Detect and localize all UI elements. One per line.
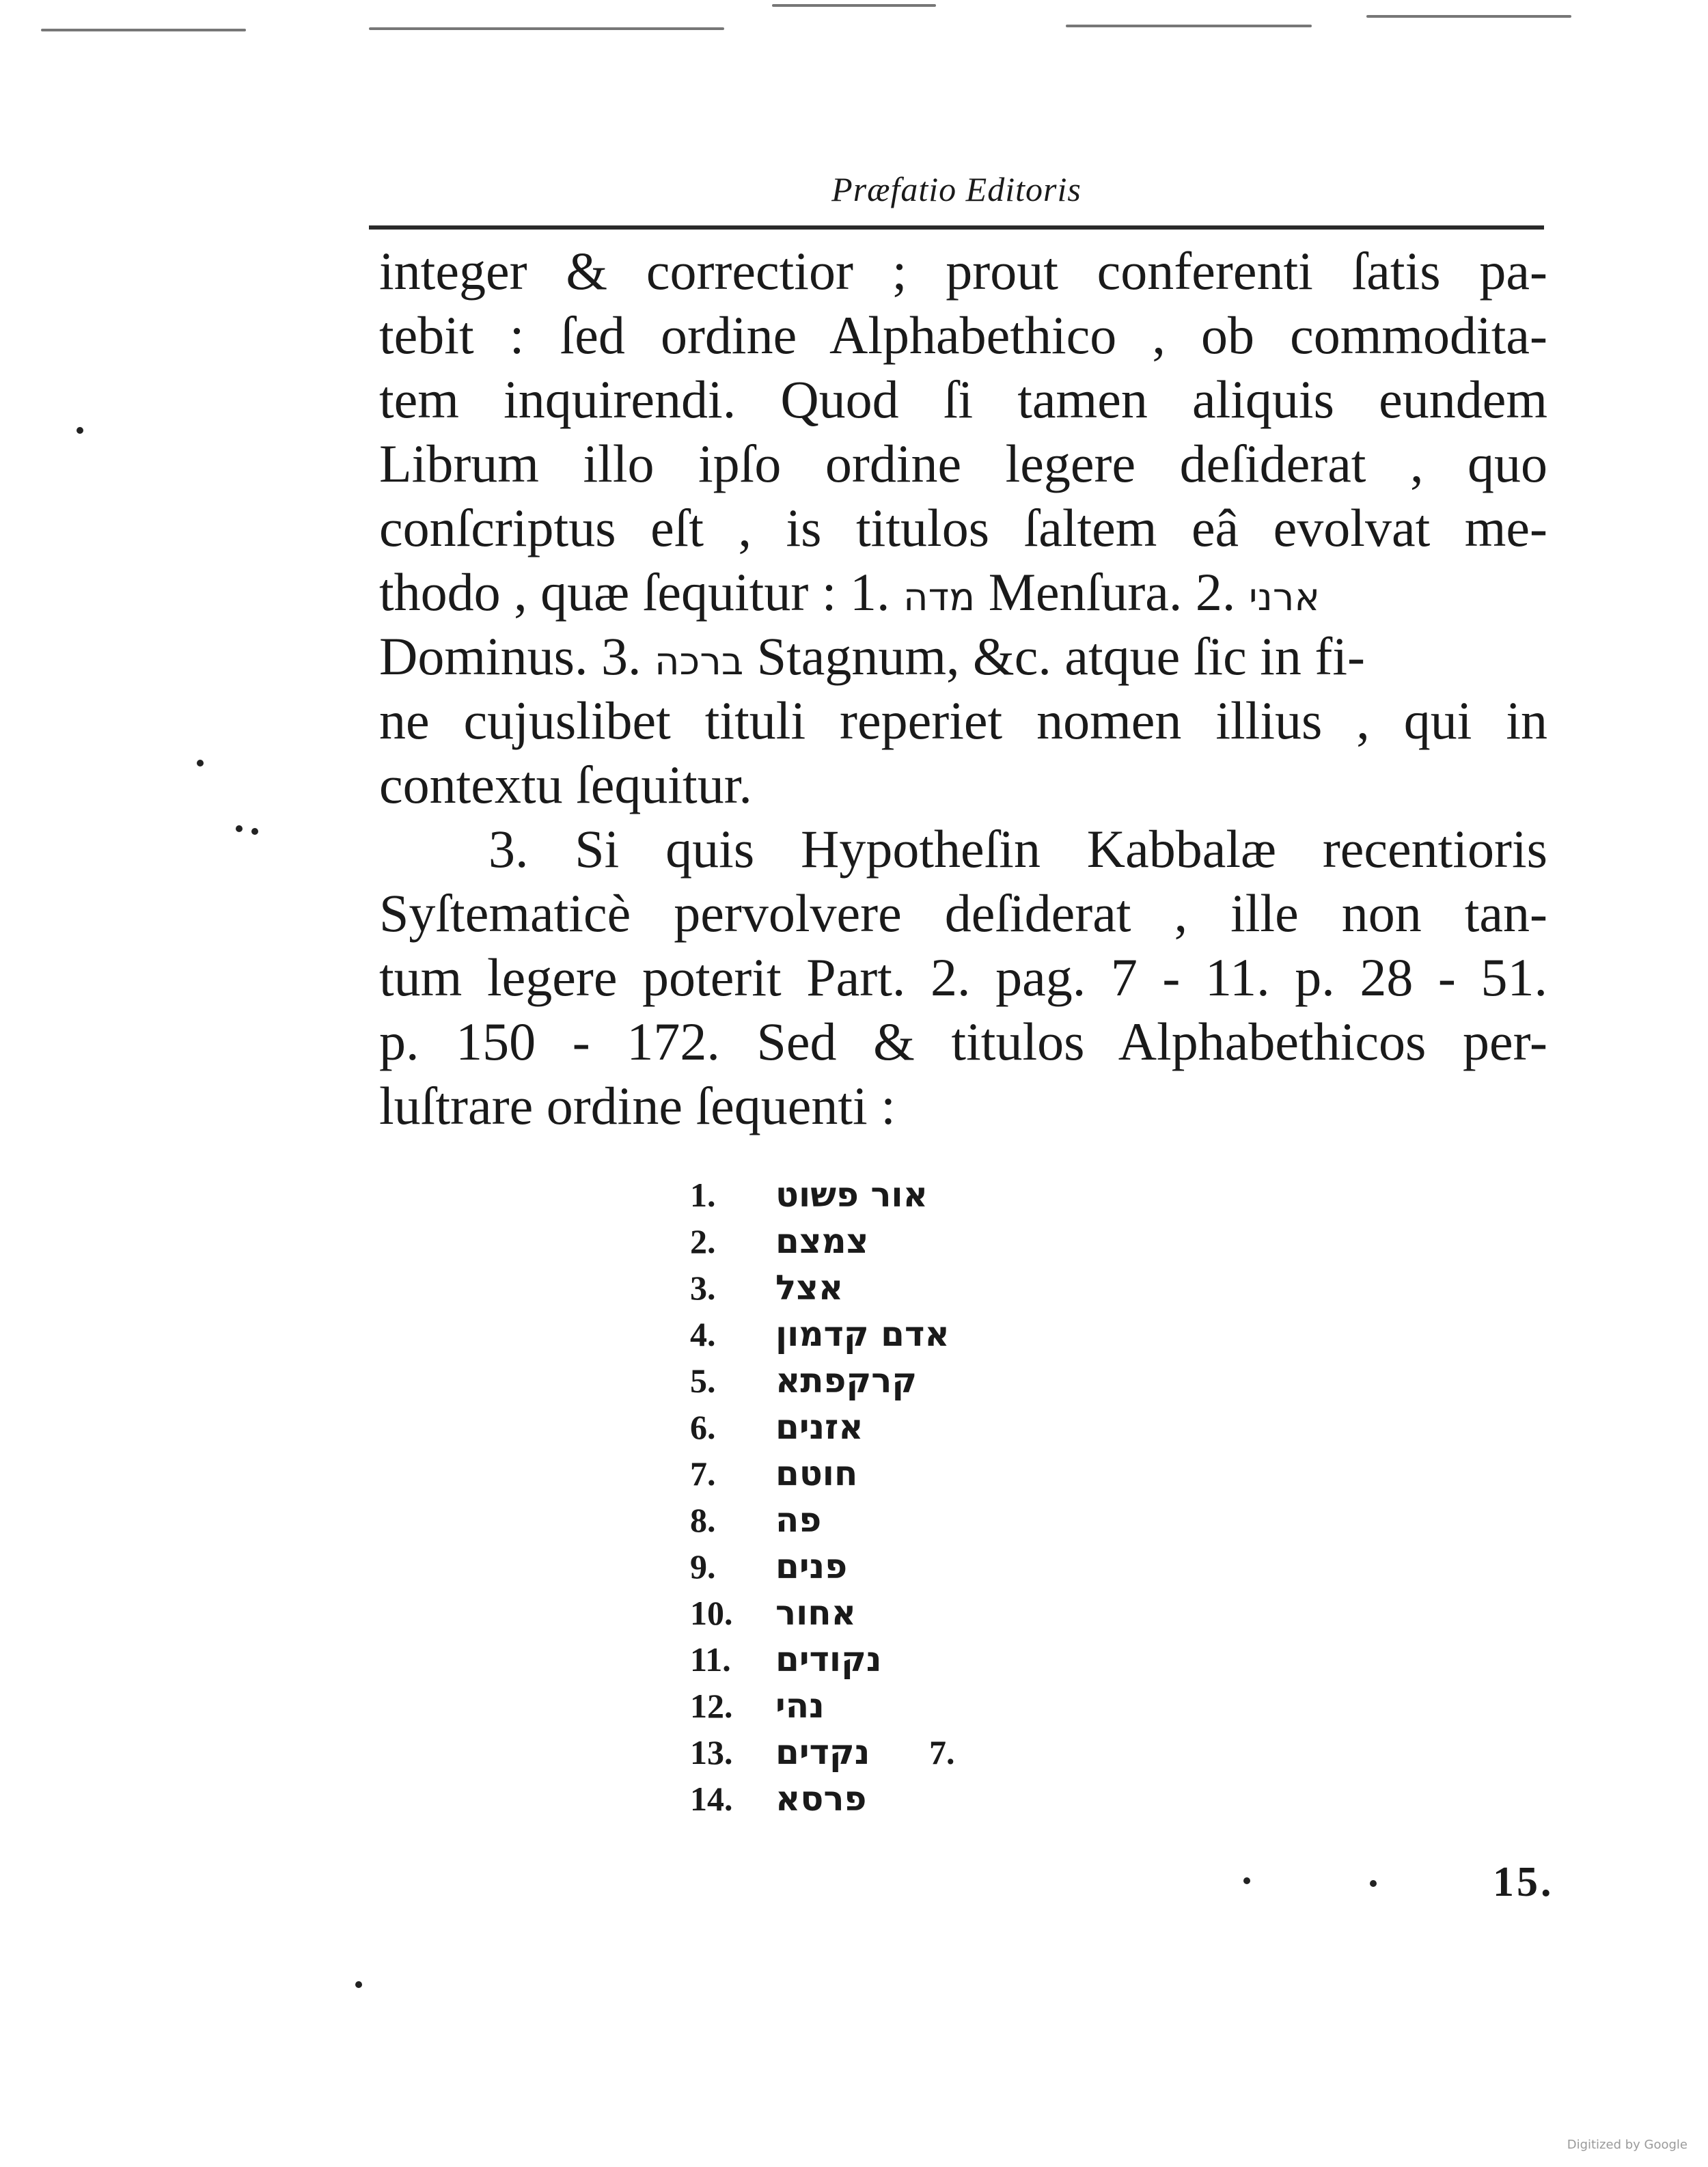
list-item xyxy=(690,1776,1032,1822)
hebrew-title: נקודים xyxy=(775,1640,882,1679)
hebrew-word: מדה xyxy=(903,575,976,620)
speck xyxy=(197,760,204,767)
list-number: 13. xyxy=(690,1733,733,1771)
text-line: ne cujuslibet tituli reperiet nomen illius , qui in xyxy=(379,691,1547,750)
text-line: conſcriptus eſt , is titulos ſaltem eâ evolvat me- xyxy=(379,498,1547,557)
body-text xyxy=(379,239,1547,1138)
list-number: 4. xyxy=(690,1315,716,1353)
running-head: Præfatio Editoris xyxy=(831,170,1082,208)
speck xyxy=(1243,1877,1250,1884)
list-number: 1. xyxy=(690,1176,716,1214)
text-line: Syſtematicè pervolvere deſiderat , ille non tan- xyxy=(379,883,1547,943)
list-item xyxy=(690,1172,1032,1218)
text-line: tebit : ſed ordine Alphabethico , ob commodita- xyxy=(379,305,1547,365)
text-segment: thodo , quæ ſequitur : 1. xyxy=(379,562,890,622)
list-item xyxy=(690,1404,1032,1450)
list-number: 10. xyxy=(690,1594,733,1632)
hebrew-title: חוטם xyxy=(775,1454,858,1493)
list-item xyxy=(690,1729,1032,1776)
text-line: contextu ſequitur. xyxy=(379,755,752,814)
text-line: tum legere poterit Part. 2. pag. 7 - 11. p. 28 - 51. xyxy=(379,948,1547,1007)
hebrew-title: פנים xyxy=(775,1547,848,1586)
list-number: 14. xyxy=(690,1780,733,1818)
list-number: 2. xyxy=(690,1222,716,1260)
speck xyxy=(355,1981,362,1988)
hebrew-title: נהי xyxy=(775,1686,825,1726)
text-segment: Stagnum, &c. atque ſic in fi- xyxy=(743,626,1366,686)
text-line: tem inquirendi. Quod ſi tamen aliquis eundem xyxy=(379,370,1547,429)
list-item xyxy=(690,1357,1032,1404)
scan-mark xyxy=(369,27,724,30)
list-extra: 7. xyxy=(929,1733,955,1771)
hebrew-word: ברכה xyxy=(655,639,744,684)
head-rule xyxy=(369,225,1544,230)
hebrew-title: אדם קדמון xyxy=(775,1314,950,1354)
hebrew-title: אחור xyxy=(775,1593,857,1633)
hebrew-title-list xyxy=(690,1172,1032,1822)
hebrew-title: אור פשוט xyxy=(775,1175,928,1215)
text-line: integer & correctior ; prout conferenti ſatis pa- xyxy=(379,241,1547,301)
watermark: Digitized by Google xyxy=(1567,2138,1688,2152)
list-number: 7. xyxy=(690,1454,716,1493)
list-number: 12. xyxy=(690,1687,733,1725)
scan-mark xyxy=(772,4,936,7)
scan-mark xyxy=(41,29,246,31)
list-number: 5. xyxy=(690,1362,716,1400)
text-line xyxy=(379,624,1547,689)
hebrew-title: פה xyxy=(775,1500,822,1540)
speck xyxy=(251,828,258,835)
text-segment: Menſura. 2. xyxy=(975,562,1249,622)
text-segment: Dominus. 3. xyxy=(379,626,642,686)
list-number: 3. xyxy=(690,1269,716,1307)
speck xyxy=(236,825,243,832)
list-item xyxy=(690,1636,1032,1683)
speck xyxy=(77,427,83,434)
scan-mark xyxy=(1066,25,1312,27)
hebrew-title: פרסא xyxy=(775,1779,867,1819)
hebrew-title: צמצם xyxy=(775,1221,869,1261)
text-line: 3. Si quis Hypotheſin Kabbalæ recentioris xyxy=(488,819,1547,879)
hebrew-title: אצל xyxy=(775,1268,844,1308)
list-item xyxy=(690,1265,1032,1311)
list-item xyxy=(690,1543,1032,1590)
text-line xyxy=(379,560,1547,624)
list-number: 6. xyxy=(690,1408,716,1446)
list-item xyxy=(690,1683,1032,1729)
list-number: 11. xyxy=(690,1640,731,1679)
list-number: 8. xyxy=(690,1501,716,1539)
hebrew-title: נקדים xyxy=(775,1733,870,1772)
text-line: luſtrare ordine ſequenti : xyxy=(379,1076,896,1135)
speck xyxy=(1370,1880,1377,1887)
list-item xyxy=(690,1218,1032,1265)
list-item xyxy=(690,1590,1032,1636)
hebrew-title: קרקפתא xyxy=(775,1361,918,1400)
list-item xyxy=(690,1311,1032,1357)
hebrew-title: אזנים xyxy=(775,1407,864,1447)
list-item xyxy=(690,1497,1032,1543)
scan-mark xyxy=(1366,15,1571,18)
text-line: Librum illo ipſo ordine legere deſiderat , quo xyxy=(379,434,1547,493)
list-item xyxy=(690,1450,1032,1497)
hebrew-word: ארני xyxy=(1248,575,1320,620)
list-number: 9. xyxy=(690,1547,716,1586)
page-number: 15. xyxy=(1493,1859,1554,1905)
text-line: p. 150 - 172. Sed & titulos Alphabethicos per- xyxy=(379,1012,1547,1071)
